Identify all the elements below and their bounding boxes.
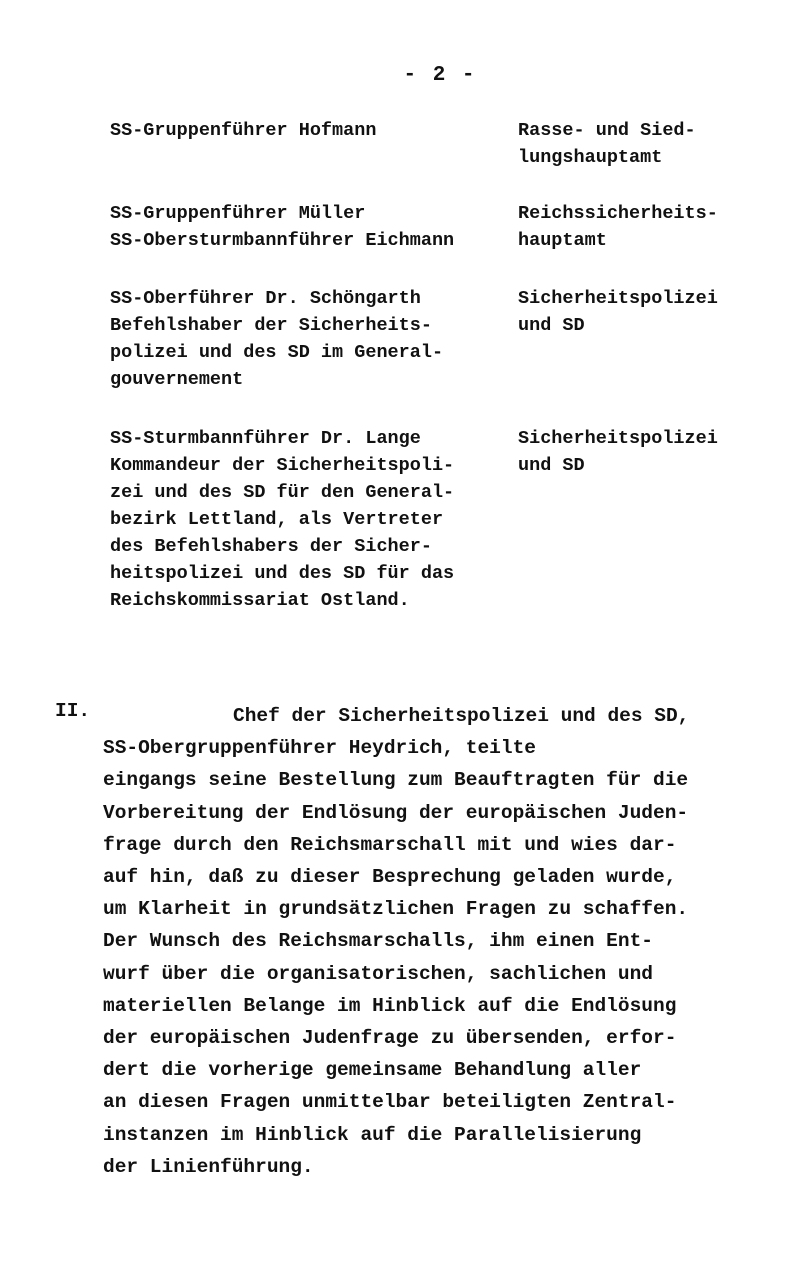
paragraph-line: SS-Obergruppenführer Heydrich, teilte [103, 737, 536, 760]
participant-name-line: SS-Sturmbannführer Dr. Lange [110, 428, 421, 449]
participant-name-line: SS-Obersturmbannführer Eichmann [110, 230, 455, 251]
participant-name-line: Kommandeur der Sicherheitspoli- [110, 455, 455, 476]
paragraph-line: an diesen Fragen unmittelbar beteiligten Zentral- [103, 1091, 677, 1114]
participant-name-line: SS-Gruppenführer Hofmann [110, 120, 377, 141]
paragraph-line: dert die vorherige gemeinsame Behandlung aller [103, 1059, 642, 1082]
office-line: lungshauptamt [518, 147, 663, 168]
participant-name-line: Befehlshaber der Sicherheits- [110, 315, 432, 336]
paragraph-line: der europäischen Judenfrage zu übersenden, erfor- [103, 1027, 677, 1050]
participant-office [518, 117, 768, 171]
paragraph-line: wurf über die organisatorischen, sachlichen und [103, 962, 653, 985]
paragraph-line: frage durch den Reichsmarschall mit und wies dar- [103, 833, 677, 856]
paragraph-line: eingangs seine Bestellung zum Beauftragten für die [103, 769, 689, 792]
participant-name-line: bezirk Lettland, als Vertreter [110, 509, 444, 530]
paragraph-line: instanzen im Hinblick auf die Parallelisierung [103, 1123, 642, 1146]
office-line: Sicherheitspolizei [518, 428, 718, 449]
paragraph-line: Der Wunsch des Reichsmarschalls, ihm einen Ent- [103, 930, 653, 953]
paragraph-line: Vorbereitung der Endlösung der europäischen Juden- [103, 801, 689, 824]
participant-office [518, 285, 768, 339]
paragraph-line: der Linienführung. [103, 1155, 314, 1178]
office-line: und SD [518, 455, 585, 476]
participant-name-line: heitspolizei und des SD für das [110, 563, 455, 584]
participant-names [110, 285, 510, 393]
office-line: Sicherheitspolizei [518, 288, 718, 309]
participant-names [110, 200, 510, 254]
page-number: - 2 - [403, 64, 477, 87]
participant-name-line: polizei und des SD im General- [110, 342, 444, 363]
section-numeral: II. [55, 700, 91, 722]
office-line: und SD [518, 315, 585, 336]
paragraph-line: materiellen Belange im Hinblick auf die Endlösung [103, 994, 677, 1017]
participant-names [110, 117, 510, 144]
section-paragraph [103, 700, 783, 1183]
participant-office [518, 200, 768, 254]
office-line: hauptamt [518, 230, 607, 251]
office-line: Reichssicherheits- [518, 203, 718, 224]
paragraph-line: auf hin, daß zu dieser Besprechung geladen wurde, [103, 866, 677, 889]
participant-name-line: des Befehlshabers der Sicher- [110, 536, 432, 557]
participant-name-line: gouvernement [110, 369, 244, 390]
participant-name-line: SS-Gruppenführer Müller [110, 203, 366, 224]
participant-name-line: SS-Oberführer Dr. Schöngarth [110, 288, 421, 309]
office-line: Rasse- und Sied- [518, 120, 696, 141]
participant-name-line: Reichskommissariat Ostland. [110, 590, 410, 611]
paragraph-line: um Klarheit in grundsätzlichen Fragen zu schaffen. [103, 898, 689, 921]
participant-names [110, 425, 510, 614]
paragraph-line: Chef der Sicherheitspolizei und des SD, [233, 705, 690, 727]
participant-name-line: zei und des SD für den General- [110, 482, 455, 503]
participant-office [518, 425, 768, 479]
